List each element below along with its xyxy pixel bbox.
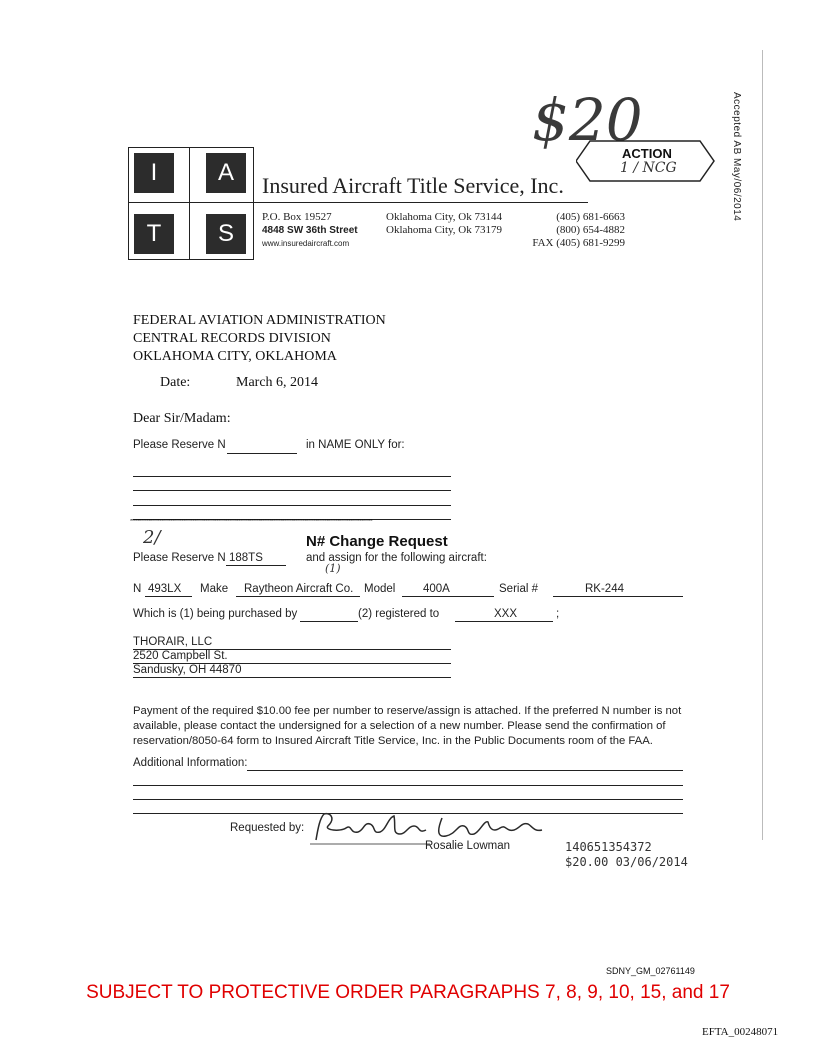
owner-line-3: Sandusky, OH 44870 xyxy=(133,664,242,676)
action-stamp-note: 1 / NCG xyxy=(620,160,677,176)
addressee-line-3: OKLAHOMA CITY, OKLAHOMA xyxy=(133,349,337,364)
addressee xyxy=(133,312,386,366)
name-line-1[interactable] xyxy=(133,476,451,477)
model-label: Model xyxy=(364,583,396,595)
additional-line-1[interactable] xyxy=(247,770,683,771)
serial-line xyxy=(553,596,683,597)
company-name: Insured Aircraft Title Service, Inc. xyxy=(262,173,564,198)
handwritten-amount: $20 xyxy=(532,86,643,154)
reserve-name-blank[interactable] xyxy=(227,453,297,454)
logo-letter-i: I xyxy=(134,153,174,193)
action-stamp-label: ACTION xyxy=(622,146,672,161)
phone-1: (405) 681-6663 xyxy=(556,211,625,223)
reserve-name-prefix: Please Reserve N xyxy=(133,439,226,451)
make-line xyxy=(236,596,360,597)
reserve-name-suffix: in NAME ONLY for: xyxy=(306,439,405,451)
reserve-n-line xyxy=(226,565,286,566)
city-2: Oklahoma City, Ok 73179 xyxy=(386,224,502,236)
street: 4848 SW 36th Street xyxy=(262,225,358,236)
handwritten-mark-2: 2/ xyxy=(143,527,161,548)
addressee-line-1: FEDERAL AVIATION ADMINISTRATION xyxy=(133,313,386,328)
asterisk-divider: ************************************************************************************************************************************ xyxy=(130,519,373,525)
logo-divider-h xyxy=(128,202,588,203)
margin-rule xyxy=(762,50,763,840)
owner-line-2: 2520 Campbell St. xyxy=(133,650,228,662)
logo-letter-a: A xyxy=(206,153,246,193)
bates-number: SDNY_GM_02761149 xyxy=(606,966,695,976)
purchased-line[interactable] xyxy=(300,621,358,622)
registered-value[interactable]: XXX xyxy=(494,608,518,620)
receipt-amount-date: $20.00 03/06/2014 xyxy=(565,855,688,869)
payment-paragraph: Payment of the required $10.00 fee per number to reserve/assign is attached. If the preferred N number is not available, please contact the undersigned for a selection of a new number. Please send the confirmation of reservation/8050-64 form to Insured Aircraft Title Service, Inc. in the Public Documents room of the FAA. xyxy=(133,705,682,747)
n-line xyxy=(145,596,192,597)
date-value: March 6, 2014 xyxy=(236,375,319,390)
logo-letter-t: T xyxy=(134,214,174,254)
name-line-2[interactable] xyxy=(133,490,451,491)
additional-line-3[interactable] xyxy=(133,799,683,800)
protective-order-notice: SUBJECT TO PROTECTIVE ORDER PARAGRAPHS 7, 8, 9, 10, 15, and 17 xyxy=(86,982,730,1003)
registered-text: (2) registered to xyxy=(358,608,440,620)
website[interactable]: www.insuredaircraft.com xyxy=(262,239,350,248)
salutation: Dear Sir/Madam: xyxy=(133,411,231,426)
reserve-n-label: Please Reserve N xyxy=(133,552,226,564)
purchased-text: Which is (1) being purchased by xyxy=(133,608,298,620)
logo-letter-s: S xyxy=(206,214,246,254)
receipt-number: 140651354372 xyxy=(565,840,652,854)
n-value[interactable]: 493LX xyxy=(148,583,182,595)
name-line-3[interactable] xyxy=(133,505,451,506)
additional-info-label: Additional Information: xyxy=(133,757,248,769)
make-label: Make xyxy=(200,583,229,595)
efta-number: EFTA_00248071 xyxy=(702,1026,779,1038)
phone-2: (800) 654-4882 xyxy=(556,224,625,236)
company-address xyxy=(262,211,358,250)
po-box: P.O. Box 19527 xyxy=(262,211,332,223)
date-label: Date: xyxy=(160,375,191,390)
additional-line-2[interactable] xyxy=(133,785,683,786)
company-phones xyxy=(525,211,625,250)
handwritten-mark-1: (1) xyxy=(325,562,341,575)
accepted-stamp: Accepted AB May/06/2014 xyxy=(731,92,742,222)
signer-name: Rosalie Lowman xyxy=(425,840,511,852)
assign-text: and assign for the following aircraft: xyxy=(306,552,487,564)
make-value[interactable]: Raytheon Aircraft Co. xyxy=(244,583,354,595)
company-cities xyxy=(386,211,502,237)
requested-by-label: Requested by: xyxy=(230,822,305,834)
serial-label: Serial # xyxy=(499,583,538,595)
city-1: Oklahoma City, Ok 73144 xyxy=(386,211,502,223)
logo-divider-v xyxy=(189,147,190,260)
serial-value[interactable]: RK-244 xyxy=(585,583,624,595)
model-value[interactable]: 400A xyxy=(423,583,450,595)
change-request-title: N# Change Request xyxy=(306,533,448,550)
n-label: N xyxy=(133,583,142,595)
logo-frame xyxy=(128,147,254,260)
addressee-line-2: CENTRAL RECORDS DIVISION xyxy=(133,331,331,346)
model-line xyxy=(402,596,494,597)
registered-semicolon: ; xyxy=(556,608,560,620)
owner-line-1: THORAIR, LLC xyxy=(133,636,213,648)
reserve-n-value[interactable]: 188TS xyxy=(229,552,263,564)
registered-line xyxy=(455,621,553,622)
owner-rule-3 xyxy=(133,677,451,678)
fax: FAX (405) 681-9299 xyxy=(532,237,625,249)
